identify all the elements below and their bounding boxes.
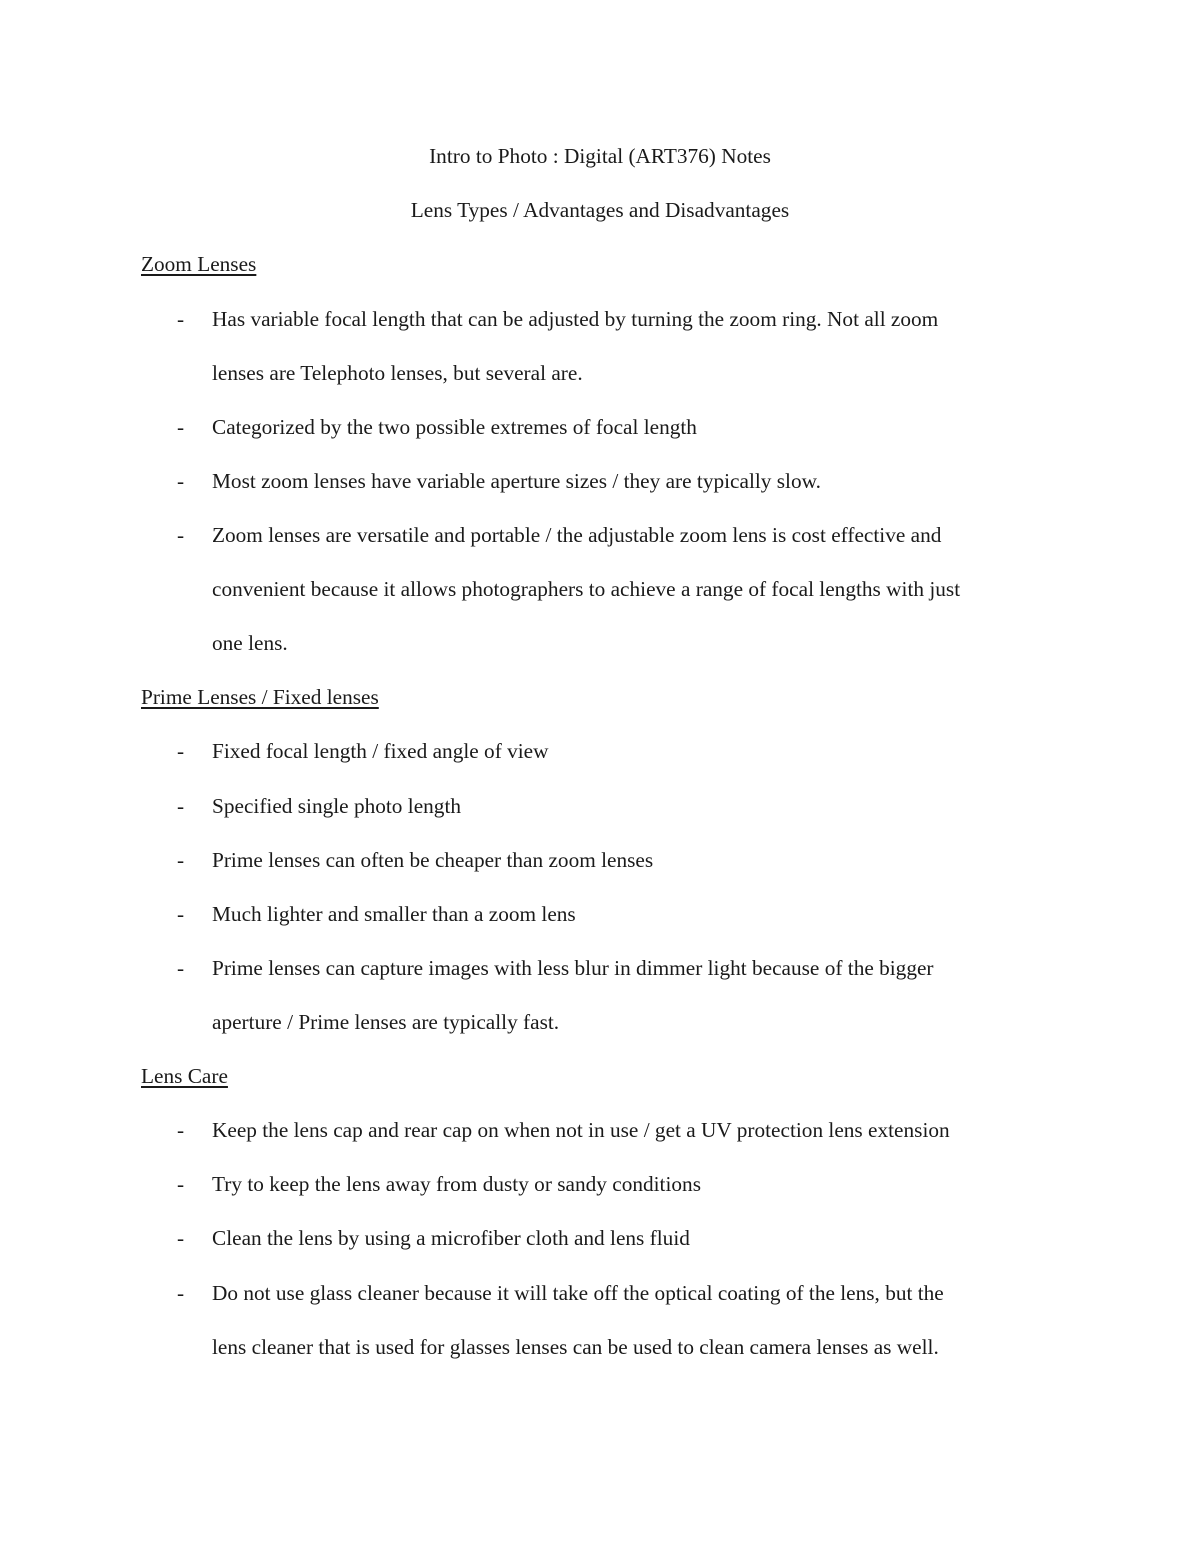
list-item-line: Zoom lenses are versatile and portable / the adjustable zoom lens is cost effective and [212, 523, 942, 547]
section-heading-lens-care: Lens Care [141, 1064, 228, 1088]
document-subtitle: Lens Types / Advantages and Disadvantages [410, 198, 790, 222]
bullet-dash: - [177, 794, 185, 818]
bullet-dash: - [177, 956, 185, 980]
bullet-dash: - [177, 848, 185, 872]
list-item-line: Try to keep the lens away from dusty or sandy conditions [212, 1172, 701, 1196]
bullet-dash: - [177, 1172, 185, 1196]
list-item-line: Do not use glass cleaner because it will take off the optical coating of the lens, but the [212, 1281, 944, 1305]
bullet-dash: - [177, 902, 185, 926]
list-item-line: Specified single photo length [212, 794, 462, 818]
list-item-line: Prime lenses can often be cheaper than zoom lenses [212, 848, 654, 872]
section-heading-zoom-lenses: Zoom Lenses [141, 252, 257, 276]
list-item-line: lenses are Telephoto lenses, but several are. [212, 361, 583, 385]
list-item-line: Keep the lens cap and rear cap on when not in use / get a UV protection lens extension [212, 1118, 950, 1142]
list-item-line: Categorized by the two possible extremes of focal length [212, 415, 697, 439]
document-title: Intro to Photo : Digital (ART376) Notes [429, 144, 771, 168]
bullet-dash: - [177, 469, 185, 493]
list-item-line: convenient because it allows photographers to achieve a range of focal lengths with just [212, 577, 961, 601]
bullet-dash: - [177, 1226, 185, 1250]
list-item-line: Prime lenses can capture images with less blur in dimmer light because of the bigger [212, 956, 934, 980]
list-item-line: Has variable focal length that can be adjusted by turning the zoom ring. Not all zoom [212, 307, 939, 331]
section-heading-prime-lenses: Prime Lenses / Fixed lenses [141, 685, 379, 709]
list-item-line: lens cleaner that is used for glasses lenses can be used to clean camera lenses as well. [212, 1335, 939, 1359]
bullet-dash: - [177, 739, 185, 763]
bullet-dash: - [177, 1281, 185, 1305]
bullet-dash: - [177, 523, 185, 547]
list-item-line: Clean the lens by using a microfiber cloth and lens fluid [212, 1226, 690, 1250]
bullet-dash: - [177, 1118, 185, 1142]
list-item-line: aperture / Prime lenses are typically fast. [212, 1010, 560, 1034]
list-item-line: Most zoom lenses have variable aperture sizes / they are typically slow. [212, 469, 821, 493]
list-item-line: one lens. [212, 631, 288, 655]
bullet-dash: - [177, 415, 185, 439]
list-item-line: Much lighter and smaller than a zoom lens [212, 902, 576, 926]
bullet-dash: - [177, 307, 185, 331]
list-item-line: Fixed focal length / fixed angle of view [212, 739, 549, 763]
